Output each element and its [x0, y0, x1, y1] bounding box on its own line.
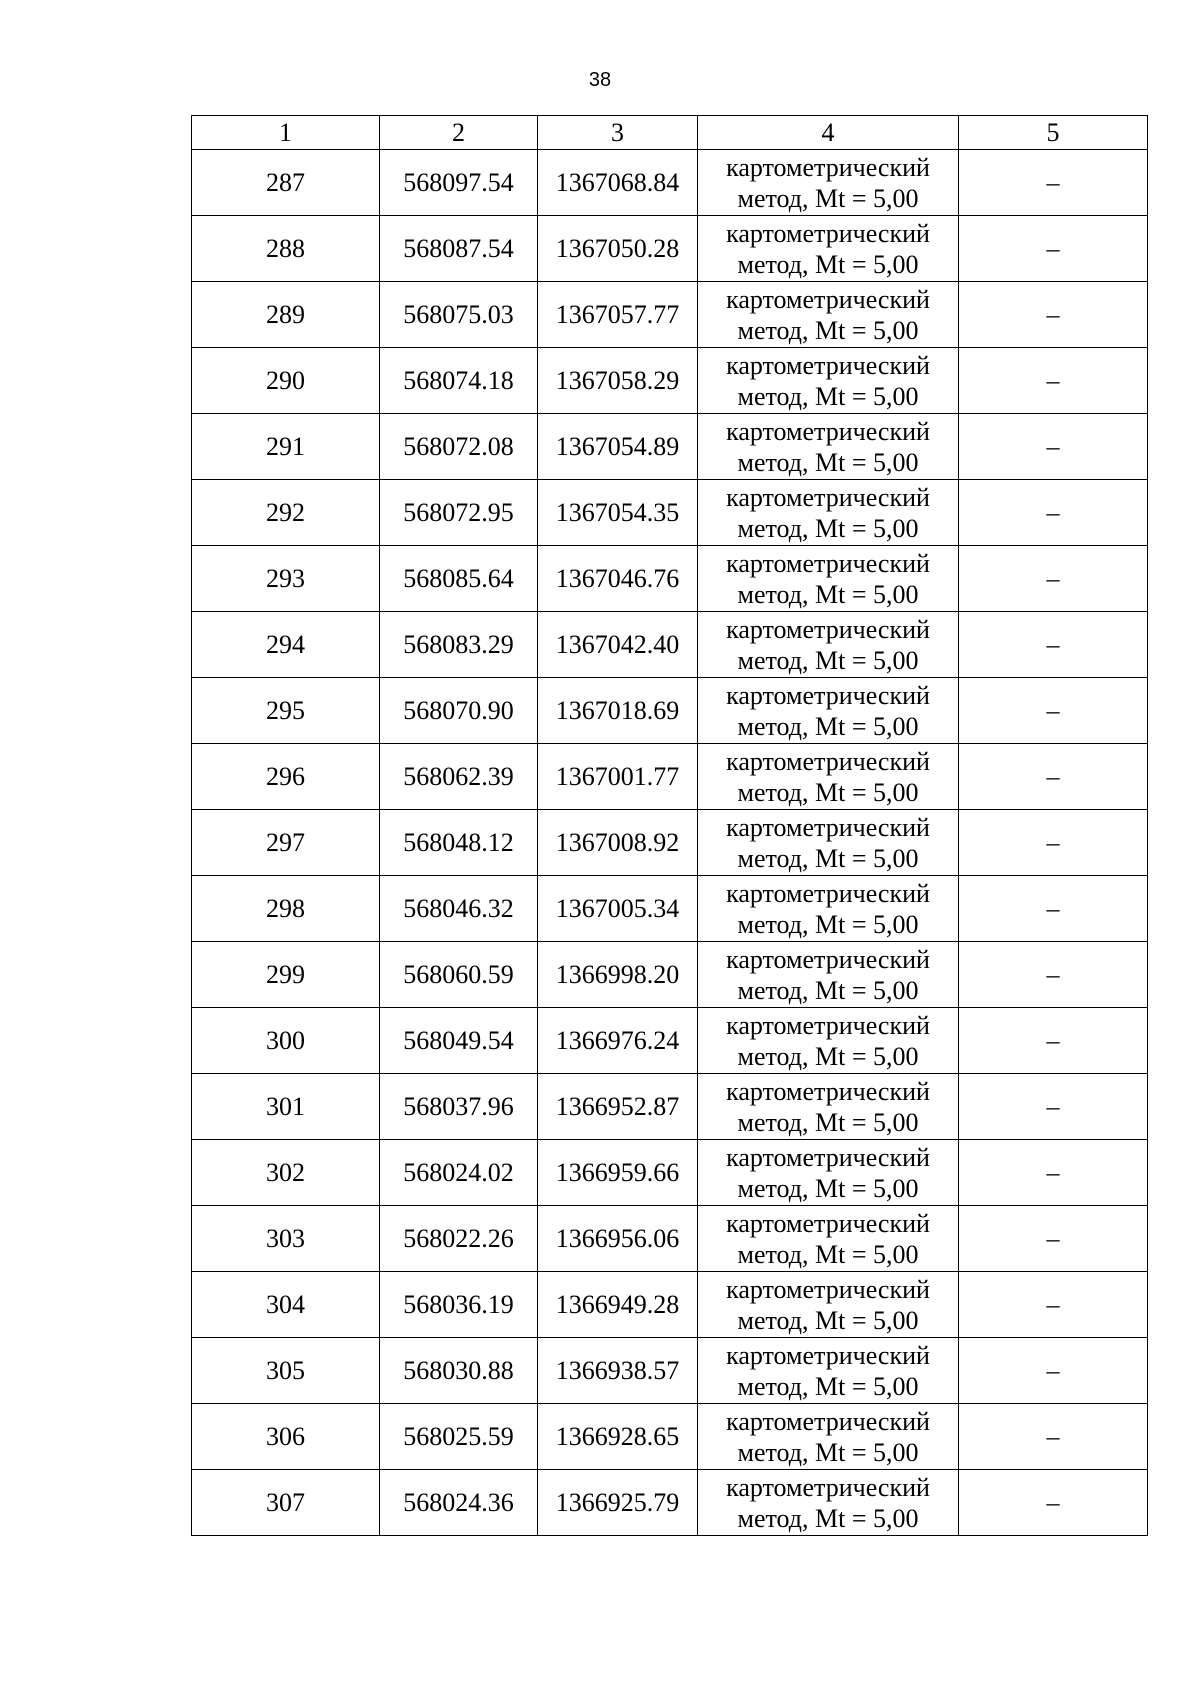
table-row: [192, 612, 1148, 678]
table-row: [192, 216, 1148, 282]
point-number-cell: 289: [192, 282, 380, 348]
y-coordinate-cell: 1367057.77: [538, 282, 698, 348]
x-coordinate-cell: 568062.39: [380, 744, 538, 810]
x-coordinate-cell: 568037.96: [380, 1074, 538, 1140]
y-coordinate-cell: 1366959.66: [538, 1140, 698, 1206]
method-cell: [698, 1140, 959, 1206]
method-line-2: метод, Mt = 5,00: [737, 249, 919, 279]
table-row: [192, 1272, 1148, 1338]
table-row: [192, 1404, 1148, 1470]
table-row: [192, 480, 1148, 546]
table-header: [192, 116, 1148, 150]
method-line-2: метод, Mt = 5,00: [737, 513, 919, 543]
x-coordinate-cell: 568025.59: [380, 1404, 538, 1470]
method-line-2: метод, Mt = 5,00: [737, 315, 919, 345]
y-coordinate-cell: 1367001.77: [538, 744, 698, 810]
table-row: [192, 1074, 1148, 1140]
x-coordinate-cell: 568060.59: [380, 942, 538, 1008]
point-number-cell: 294: [192, 612, 380, 678]
x-coordinate-cell: 568024.02: [380, 1140, 538, 1206]
method-cell: [698, 480, 959, 546]
method-cell: [698, 546, 959, 612]
x-coordinate-cell: 568048.12: [380, 810, 538, 876]
method-line-2: метод, Mt = 5,00: [737, 1173, 919, 1203]
method-line-1: картометрический: [726, 548, 930, 578]
note-cell: –: [959, 1074, 1148, 1140]
point-number-cell: 299: [192, 942, 380, 1008]
point-number-cell: 304: [192, 1272, 380, 1338]
method-line-2: метод, Mt = 5,00: [737, 1305, 919, 1335]
table-row: [192, 678, 1148, 744]
method-line-1: картометрический: [726, 680, 930, 710]
method-line-1: картометрический: [726, 1010, 930, 1040]
note-cell: –: [959, 1272, 1148, 1338]
note-cell: –: [959, 414, 1148, 480]
point-number-cell: 305: [192, 1338, 380, 1404]
method-line-1: картометрический: [726, 1076, 930, 1106]
table-row: [192, 1470, 1148, 1536]
method-cell: [698, 150, 959, 216]
y-coordinate-cell: 1367058.29: [538, 348, 698, 414]
note-cell: –: [959, 282, 1148, 348]
header-col-2: 2: [380, 116, 538, 150]
note-cell: –: [959, 810, 1148, 876]
point-number-cell: 291: [192, 414, 380, 480]
method-line-2: метод, Mt = 5,00: [737, 183, 919, 213]
method-line-1: картометрический: [726, 944, 930, 974]
table-body: [192, 150, 1148, 1536]
header-row: [192, 116, 1148, 150]
y-coordinate-cell: 1367008.92: [538, 810, 698, 876]
method-line-1: картометрический: [726, 482, 930, 512]
method-line-2: метод, Mt = 5,00: [737, 1371, 919, 1401]
y-coordinate-cell: 1366938.57: [538, 1338, 698, 1404]
point-number-cell: 298: [192, 876, 380, 942]
method-line-2: метод, Mt = 5,00: [737, 1107, 919, 1137]
y-coordinate-cell: 1367042.40: [538, 612, 698, 678]
note-cell: –: [959, 1338, 1148, 1404]
method-line-2: метод, Mt = 5,00: [737, 1437, 919, 1467]
x-coordinate-cell: 568049.54: [380, 1008, 538, 1074]
point-number-cell: 290: [192, 348, 380, 414]
x-coordinate-cell: 568046.32: [380, 876, 538, 942]
x-coordinate-cell: 568024.36: [380, 1470, 538, 1536]
method-cell: [698, 876, 959, 942]
method-line-2: метод, Mt = 5,00: [737, 381, 919, 411]
y-coordinate-cell: 1366925.79: [538, 1470, 698, 1536]
method-cell: [698, 678, 959, 744]
method-line-2: метод, Mt = 5,00: [737, 975, 919, 1005]
method-line-2: метод, Mt = 5,00: [737, 645, 919, 675]
method-cell: [698, 1008, 959, 1074]
method-line-2: метод, Mt = 5,00: [737, 777, 919, 807]
x-coordinate-cell: 568072.08: [380, 414, 538, 480]
method-cell: [698, 1206, 959, 1272]
method-line-2: метод, Mt = 5,00: [737, 447, 919, 477]
method-line-1: картометрический: [726, 1406, 930, 1436]
note-cell: –: [959, 1206, 1148, 1272]
method-line-2: метод, Mt = 5,00: [737, 711, 919, 741]
note-cell: –: [959, 744, 1148, 810]
table-row: [192, 1206, 1148, 1272]
y-coordinate-cell: 1366956.06: [538, 1206, 698, 1272]
header-col-4: 4: [698, 116, 959, 150]
method-cell: [698, 1404, 959, 1470]
table-row: [192, 414, 1148, 480]
method-cell: [698, 216, 959, 282]
table-row: [192, 1140, 1148, 1206]
point-number-cell: 303: [192, 1206, 380, 1272]
method-line-1: картометрический: [726, 746, 930, 776]
point-number-cell: 300: [192, 1008, 380, 1074]
method-line-1: картометрический: [726, 1274, 930, 1304]
page-number: 38: [588, 69, 612, 91]
note-cell: –: [959, 216, 1148, 282]
point-number-cell: 307: [192, 1470, 380, 1536]
note-cell: –: [959, 546, 1148, 612]
table-row: [192, 150, 1148, 216]
method-cell: [698, 414, 959, 480]
method-line-1: картометрический: [726, 152, 930, 182]
table-row: [192, 1008, 1148, 1074]
point-number-cell: 297: [192, 810, 380, 876]
point-number-cell: 287: [192, 150, 380, 216]
note-cell: –: [959, 480, 1148, 546]
method-cell: [698, 810, 959, 876]
method-line-1: картометрический: [726, 1142, 930, 1172]
note-cell: –: [959, 876, 1148, 942]
method-line-2: метод, Mt = 5,00: [737, 1239, 919, 1269]
method-cell: [698, 1470, 959, 1536]
method-cell: [698, 942, 959, 1008]
table-row: [192, 1338, 1148, 1404]
method-line-1: картометрический: [726, 812, 930, 842]
note-cell: –: [959, 678, 1148, 744]
point-number-cell: 288: [192, 216, 380, 282]
coordinates-table: [191, 115, 1148, 1536]
table-row: [192, 546, 1148, 612]
method-line-2: метод, Mt = 5,00: [737, 1503, 919, 1533]
note-cell: –: [959, 1404, 1148, 1470]
method-cell: [698, 744, 959, 810]
x-coordinate-cell: 568074.18: [380, 348, 538, 414]
method-cell: [698, 612, 959, 678]
point-number-cell: 293: [192, 546, 380, 612]
table-row: [192, 876, 1148, 942]
method-cell: [698, 348, 959, 414]
method-line-1: картометрический: [726, 218, 930, 248]
point-number-cell: 301: [192, 1074, 380, 1140]
x-coordinate-cell: 568036.19: [380, 1272, 538, 1338]
y-coordinate-cell: 1367050.28: [538, 216, 698, 282]
y-coordinate-cell: 1367005.34: [538, 876, 698, 942]
y-coordinate-cell: 1367054.35: [538, 480, 698, 546]
method-cell: [698, 1074, 959, 1140]
y-coordinate-cell: 1367018.69: [538, 678, 698, 744]
method-line-1: картометрический: [726, 284, 930, 314]
table-row: [192, 348, 1148, 414]
method-line-1: картометрический: [726, 1472, 930, 1502]
x-coordinate-cell: 568075.03: [380, 282, 538, 348]
table-row: [192, 282, 1148, 348]
table-row: [192, 744, 1148, 810]
x-coordinate-cell: 568087.54: [380, 216, 538, 282]
x-coordinate-cell: 568085.64: [380, 546, 538, 612]
y-coordinate-cell: 1366976.24: [538, 1008, 698, 1074]
x-coordinate-cell: 568030.88: [380, 1338, 538, 1404]
point-number-cell: 292: [192, 480, 380, 546]
note-cell: –: [959, 1470, 1148, 1536]
method-line-1: картометрический: [726, 350, 930, 380]
method-line-2: метод, Mt = 5,00: [737, 843, 919, 873]
y-coordinate-cell: 1367068.84: [538, 150, 698, 216]
header-col-5: 5: [959, 116, 1148, 150]
y-coordinate-cell: 1366952.87: [538, 1074, 698, 1140]
x-coordinate-cell: 568070.90: [380, 678, 538, 744]
point-number-cell: 296: [192, 744, 380, 810]
method-line-1: картометрический: [726, 878, 930, 908]
note-cell: –: [959, 1140, 1148, 1206]
method-cell: [698, 1338, 959, 1404]
y-coordinate-cell: 1366998.20: [538, 942, 698, 1008]
method-line-2: метод, Mt = 5,00: [737, 1041, 919, 1071]
y-coordinate-cell: 1367054.89: [538, 414, 698, 480]
table-row: [192, 942, 1148, 1008]
method-line-1: картометрический: [726, 416, 930, 446]
note-cell: –: [959, 612, 1148, 678]
x-coordinate-cell: 568097.54: [380, 150, 538, 216]
method-cell: [698, 1272, 959, 1338]
method-line-2: метод, Mt = 5,00: [737, 909, 919, 939]
x-coordinate-cell: 568022.26: [380, 1206, 538, 1272]
method-line-1: картометрический: [726, 614, 930, 644]
x-coordinate-cell: 568072.95: [380, 480, 538, 546]
x-coordinate-cell: 568083.29: [380, 612, 538, 678]
y-coordinate-cell: 1367046.76: [538, 546, 698, 612]
header-col-1: 1: [192, 116, 380, 150]
method-line-2: метод, Mt = 5,00: [737, 579, 919, 609]
note-cell: –: [959, 348, 1148, 414]
method-line-1: картометрический: [726, 1208, 930, 1238]
method-line-1: картометрический: [726, 1340, 930, 1370]
y-coordinate-cell: 1366949.28: [538, 1272, 698, 1338]
table-row: [192, 810, 1148, 876]
point-number-cell: 295: [192, 678, 380, 744]
note-cell: –: [959, 1008, 1148, 1074]
note-cell: –: [959, 150, 1148, 216]
note-cell: –: [959, 942, 1148, 1008]
point-number-cell: 302: [192, 1140, 380, 1206]
method-cell: [698, 282, 959, 348]
point-number-cell: 306: [192, 1404, 380, 1470]
header-col-3: 3: [538, 116, 698, 150]
y-coordinate-cell: 1366928.65: [538, 1404, 698, 1470]
